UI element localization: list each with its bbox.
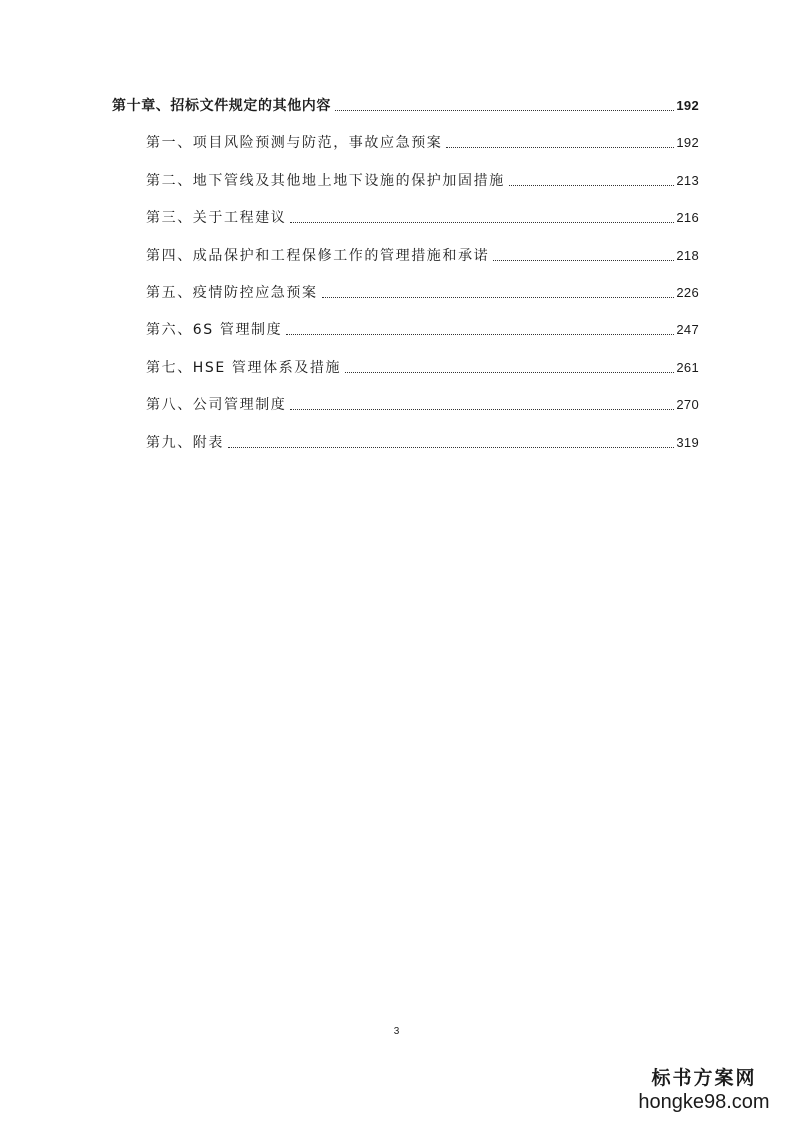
watermark-url: hongke98.com: [638, 1091, 770, 1113]
toc-section-entry[interactable]: [146, 319, 699, 339]
toc-leader-dots: [290, 408, 674, 410]
toc-leader-dots: [493, 259, 674, 261]
toc-section-page: 226: [676, 285, 699, 300]
toc-section-title: 第一、项目风险预测与防范，事故应急预案: [146, 135, 443, 151]
toc-section-entry[interactable]: [146, 282, 699, 302]
toc-section-page: 192: [676, 135, 699, 150]
toc-section-entry[interactable]: [146, 207, 699, 227]
toc-section-title: 第三、关于工程建议: [146, 210, 287, 226]
toc-section-entry[interactable]: [146, 245, 699, 265]
toc-section-entry[interactable]: [146, 170, 699, 190]
toc-section-page: 270: [676, 397, 699, 412]
toc-section-page: 319: [676, 435, 699, 450]
toc-section-page: 261: [676, 360, 699, 375]
toc-section-title: 第五、疫情防控应急预案: [146, 285, 318, 301]
toc-leader-dots: [228, 446, 674, 448]
toc-section-title: 第四、成品保护和工程保修工作的管理措施和承诺: [146, 248, 490, 264]
toc-section-entry[interactable]: [146, 394, 699, 414]
toc-section-entry[interactable]: [146, 132, 699, 152]
toc-section-page: 216: [676, 210, 699, 225]
toc-leader-dots: [345, 371, 674, 373]
toc-section-title: 第六、6S 管理制度: [146, 322, 283, 338]
toc-leader-dots: [290, 221, 674, 223]
watermark-logo: [629, 1066, 779, 1114]
toc-section-title: 第九、附表: [146, 435, 224, 451]
toc-section-page: 218: [676, 248, 699, 263]
toc-chapter-entry[interactable]: [112, 95, 699, 115]
toc-leader-dots: [286, 333, 674, 335]
toc-leader-dots: [322, 296, 675, 298]
toc-section-entry[interactable]: [146, 357, 699, 377]
page-number: 3: [393, 1026, 400, 1037]
toc-section-title: 第二、地下管线及其他地上地下设施的保护加固措施: [146, 173, 505, 189]
toc-section-title: 第八、公司管理制度: [146, 397, 287, 413]
toc-section-title: 第七、HSE 管理体系及措施: [146, 360, 342, 376]
toc-section-entry[interactable]: [146, 432, 699, 452]
toc-leader-dots: [446, 146, 674, 148]
watermark-title: 标书方案网: [651, 1067, 757, 1089]
toc-leader-dots: [509, 184, 675, 186]
toc-section-page: 213: [676, 173, 699, 188]
toc-leader-dots: [335, 109, 674, 111]
toc-chapter-title: 第十章、招标文件规定的其他内容: [112, 98, 331, 114]
toc-section-page: 247: [676, 322, 699, 337]
toc-chapter-page: 192: [676, 98, 699, 113]
